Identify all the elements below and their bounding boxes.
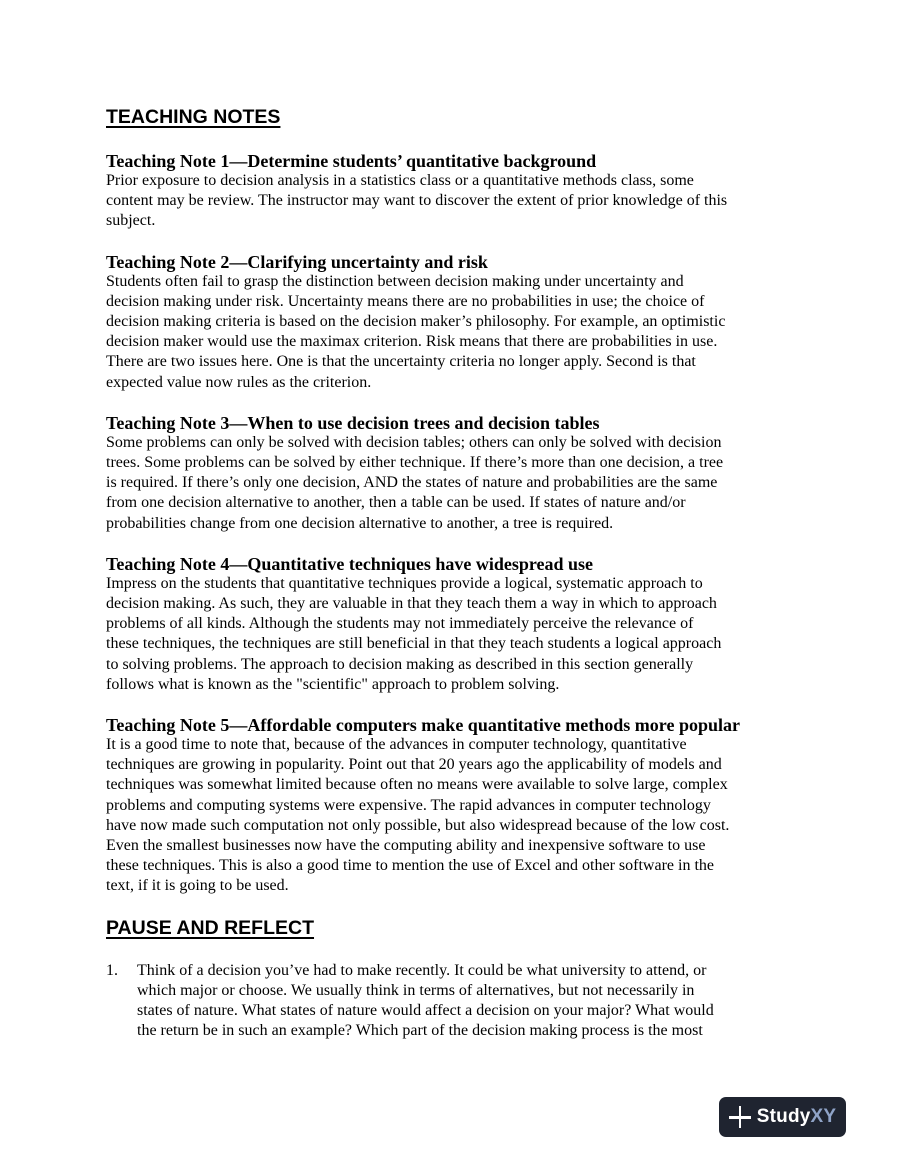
list-item-number: 1. xyxy=(106,961,118,979)
teaching-note-5 xyxy=(106,715,806,897)
teaching-note-3 xyxy=(106,413,806,534)
teaching-note-body: Impress on the students that quantitative techniques provide a logical, systematic approach to decision making. As such, they are valuable in that they teach them a way in which to approach problems of all kinds. Although the students may not immediately perceive the relevance of these techniques, the techniques are still beneficial in that they teach students a logical approach to solving problems. The approach to decision making as described in this section generally follows what is known as the "scientific" approach to problem solving. xyxy=(106,574,722,693)
teaching-note-body: Prior exposure to decision analysis in a statistics class or a quantitative methods class, some content may be review. The instructor may want to discover the extent of prior knowledge of this subject. xyxy=(106,172,728,230)
teaching-note-title: Teaching Note 5—Affordable computers make quantitative methods more popular xyxy=(106,715,740,736)
teaching-note-body: It is a good time to note that, because of the advances in computer technology, quantitative techniques are growing in popularity. Point out that 20 years ago the applicability of models and techniques was somewhat limited because often no means were available to solve large, complex problems and computing systems were expensive. The rapid advances in computer technology have now made such computation not only possible, but also widespread because of the low cost. Even the smallest businesses now have the computing ability and inexpensive software to use these techniques. This is also a good time to mention the use of Excel and other software in the text, if it is going to be used. xyxy=(106,736,730,895)
brand-logo-text: StudyXY xyxy=(756,1106,837,1127)
teaching-note-title: Teaching Note 1—Determine students’ quantitative background xyxy=(106,151,597,171)
pause-and-reflect-list xyxy=(106,961,806,1042)
teaching-note-title: Teaching Note 3—When to use decision trees and decision tables xyxy=(106,412,600,433)
teaching-note-title: Teaching Note 4—Quantitative techniques have widespread use xyxy=(106,553,594,574)
teaching-note-title: Teaching Note 2—Clarifying uncertainty and risk xyxy=(106,251,488,272)
studyxy-badge[interactable] xyxy=(719,1097,846,1137)
teaching-notes-heading: TEACHING NOTES xyxy=(106,106,281,128)
teaching-note-4 xyxy=(106,554,806,695)
teaching-note-2 xyxy=(106,252,806,393)
list-item-text: Think of a decision you’ve had to make recently. It could be what university to attend, or which major or choose. We usually think in terms of alternatives, but not necessarily in states of nature. What states of nature would affect a decision on your major? What would the return be in such an example? Which part of the decision making process is the most xyxy=(137,961,714,1040)
plus-icon xyxy=(729,1106,751,1128)
list-item xyxy=(106,961,806,1042)
document-page xyxy=(106,104,806,1042)
teaching-note-body: Some problems can only be solved with decision tables; others can only be solved with decision trees. Some problems can be solved by either technique. If there’s more than one decision, a tree is required. If there’s only one decision, AND the states of nature and probabilities are the same from one decision alternative to another, then a table can be used. If states of nature and/or probabilities change from one decision alternative to another, a tree is required. xyxy=(106,433,724,532)
teaching-note-1 xyxy=(106,151,806,232)
pause-and-reflect-heading: PAUSE AND REFLECT xyxy=(106,916,315,939)
teaching-note-body: Students often fail to grasp the distinction between decision making under uncertainty and decision making under risk. Uncertainty means there are no probabilities in use; the choice of decision making criteria is based on the decision maker’s philosophy. For example, an optimistic decision maker would use the maximax criterion. Risk means that there are probabilities in use. There are two issues here. One is that the uncertainty criteria no longer apply. Second is that expected value now rules as the criterion. xyxy=(106,272,726,391)
